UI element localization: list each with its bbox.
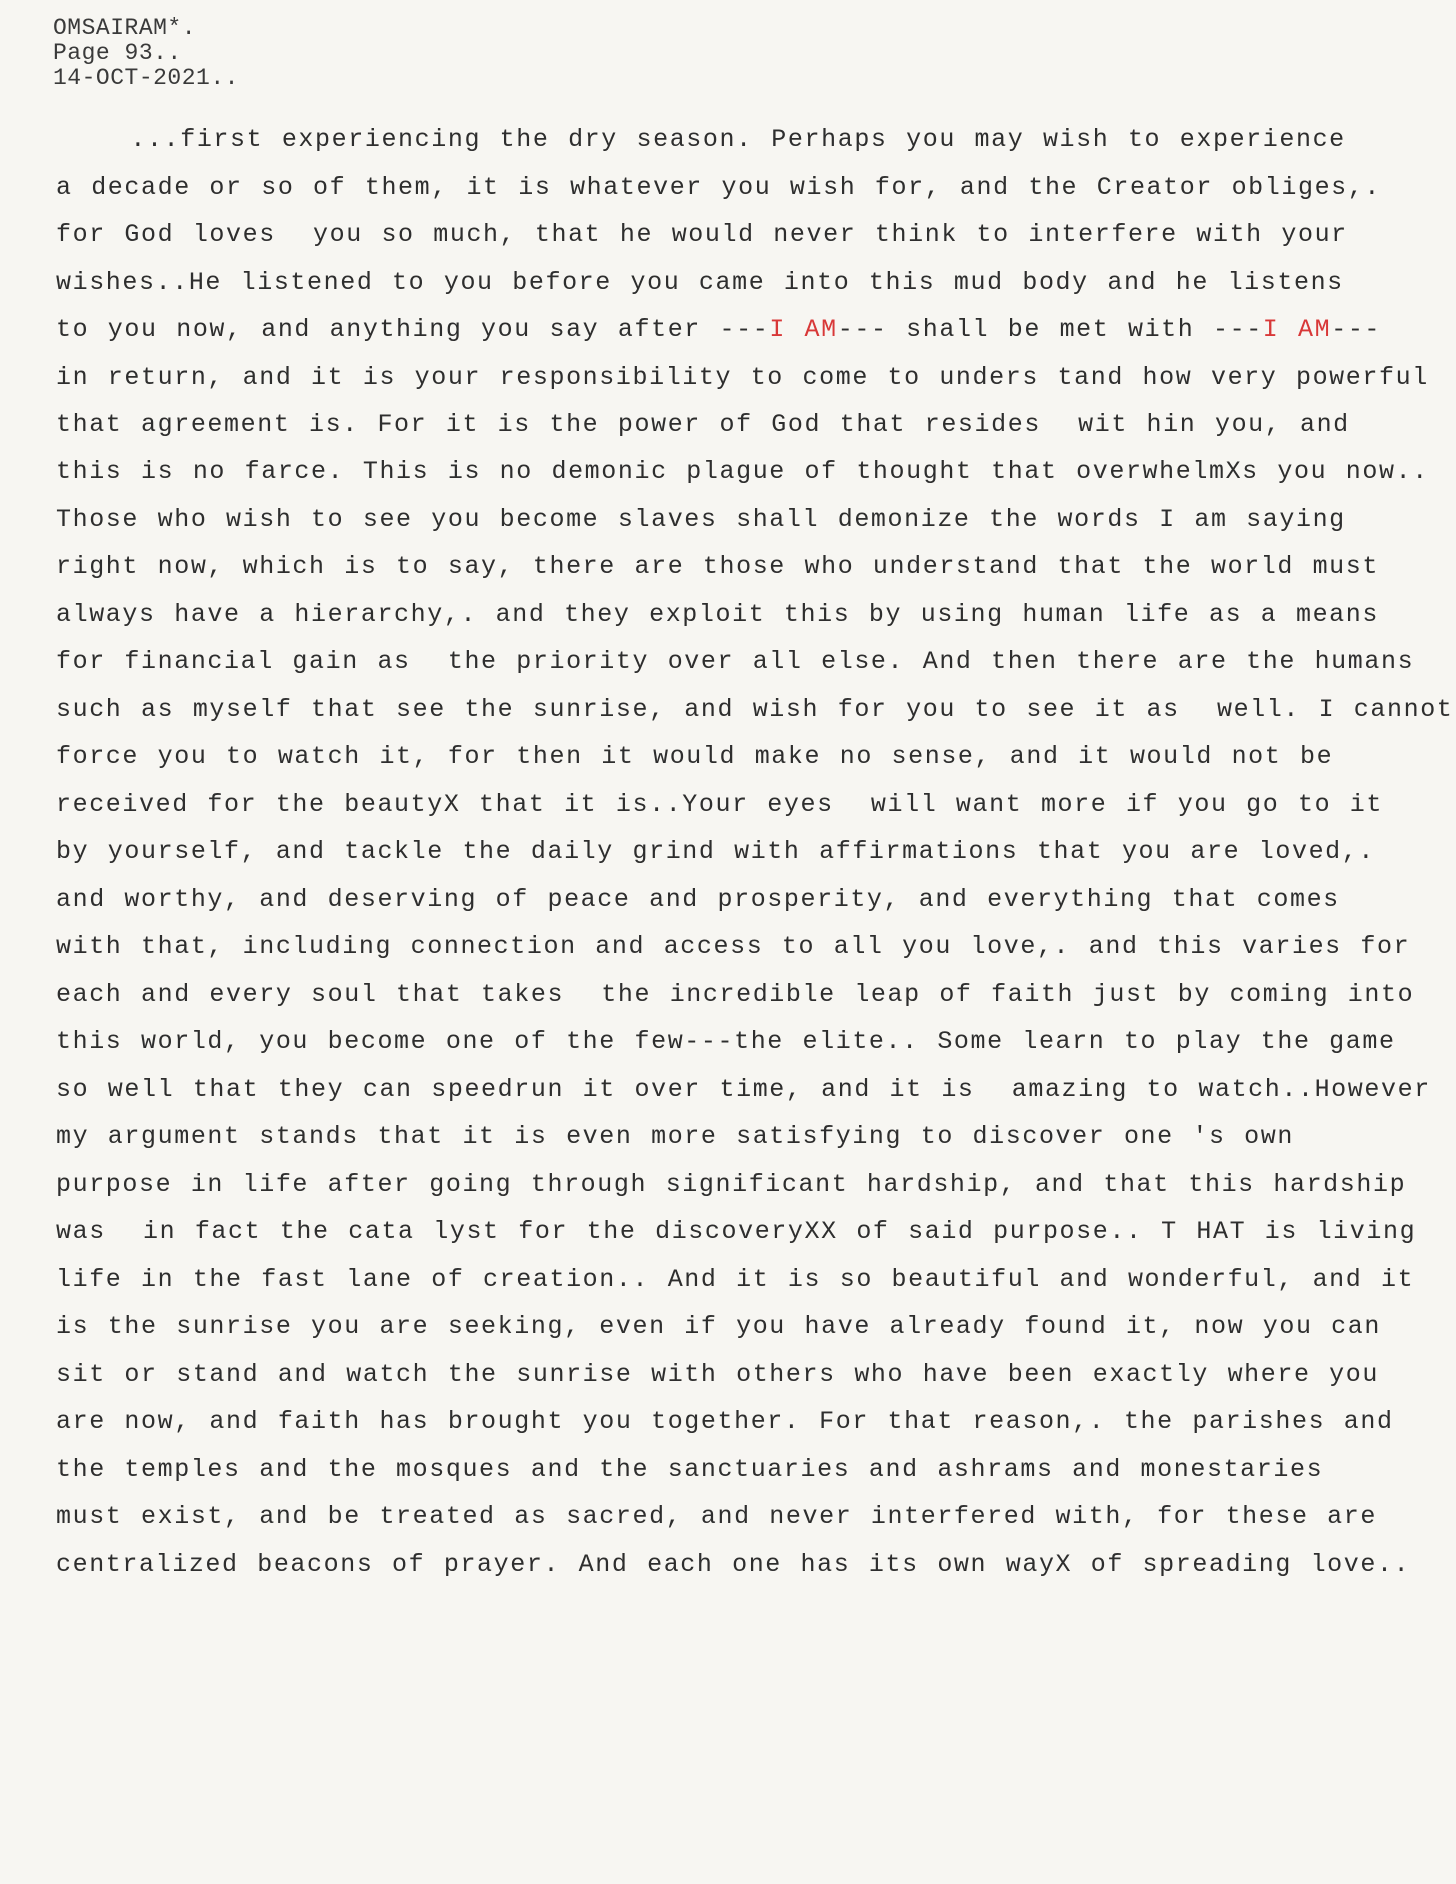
text-line-16: by yourself, and tackle the daily grind with affirmations that you are loved,. — [56, 837, 1375, 866]
text-line-5-end: --- — [1331, 315, 1382, 344]
i-am-red-text-2: I AM — [1262, 315, 1332, 344]
text-line-29: the temples and the mosques and the sanctuaries and ashrams and monestaries — [56, 1455, 1324, 1484]
text-line-19: each and every soul that takes the incredible leap of faith just by coming into — [56, 980, 1415, 1009]
text-line-23: purpose in life after going through significant hardship, and that this hardship — [56, 1170, 1407, 1199]
i-am-red-text-1: I AM — [769, 315, 838, 344]
text-line-20: this world, you become one of the few---the elite.. Some learn to play the game — [56, 1027, 1396, 1056]
header-title: OMSAIRAM*. — [53, 15, 197, 41]
text-line-25: life in the fast lane of creation.. And it is so beautiful and wonderful, and it — [56, 1265, 1415, 1294]
text-line-11: always have a hierarchy,. and they exploit this by using human life as a means — [56, 600, 1379, 629]
text-line-9: Those who wish to see you become slaves shall demonize the words I am saying — [56, 505, 1346, 534]
text-line-26: is the sunrise you are seeking, even if you have already found it, now you can — [56, 1312, 1381, 1341]
text-line-5-middle: --- shall be met with --- — [837, 315, 1263, 344]
text-line-12: for financial gain as the priority over all else. And then there are the humans — [56, 647, 1415, 676]
header-page-number: Page 93.. — [53, 40, 182, 66]
text-line-30: must exist, and be treated as sacred, and never interfered with, for these are — [56, 1502, 1377, 1531]
text-line-27: sit or stand and watch the sunrise with others who have been exactly where you — [56, 1360, 1379, 1389]
text-line-5-start: to you now, and anything you say after --- — [56, 315, 770, 344]
page-header — [53, 16, 239, 91]
text-line-15: received for the beautyX that it is..Your eyes will want more if you go to it — [56, 790, 1383, 819]
text-line-17: and worthy, and deserving of peace and prosperity, and everything that comes — [56, 885, 1340, 914]
text-line-21: so well that they can speedrun it over time, and it is amazing to watch..However — [56, 1075, 1431, 1104]
text-line-2: a decade or so of them, it is whatever you wish for, and the Creator obliges,. — [56, 173, 1381, 202]
text-line-1: ...first experiencing the dry season. Perhaps you may wish to experience — [56, 125, 1346, 154]
text-line-6: in return, and it is your responsibility to come to unders tand how very powerful — [56, 363, 1429, 392]
text-line-8: this is no farce. This is no demonic plague of thought that overwhelmXs you now.. — [56, 457, 1429, 486]
text-line-4: wishes..He listened to you before you came into this mud body and he listens — [56, 268, 1344, 297]
text-line-10: right now, which is to say, there are those who understand that the world must — [56, 552, 1379, 581]
text-line-5 — [56, 310, 1381, 350]
text-line-24: was in fact the cata lyst for the discoveryXX of said purpose.. T HAT is living — [56, 1217, 1417, 1246]
text-line-3: for God loves you so much, that he would never think to interfere with your — [56, 220, 1348, 249]
header-date: 14-OCT-2021.. — [53, 65, 239, 91]
text-line-18: with that, including connection and access to all you love,. and this varies for — [56, 932, 1411, 961]
text-line-22: my argument stands that it is even more satisfying to discover one 's own — [56, 1122, 1294, 1151]
text-line-13: such as myself that see the sunrise, and wish for you to see it as well. I cannot — [56, 695, 1454, 724]
text-line-28: are now, and faith has brought you together. For that reason,. the parishes and — [56, 1407, 1394, 1436]
text-line-14: force you to watch it, for then it would make no sense, and it would not be — [56, 742, 1334, 771]
text-line-7: that agreement is. For it is the power of God that resides wit hin you, and — [56, 410, 1350, 439]
text-line-31: centralized beacons of prayer. And each one has its own wayX of spreading love.. — [56, 1550, 1411, 1579]
